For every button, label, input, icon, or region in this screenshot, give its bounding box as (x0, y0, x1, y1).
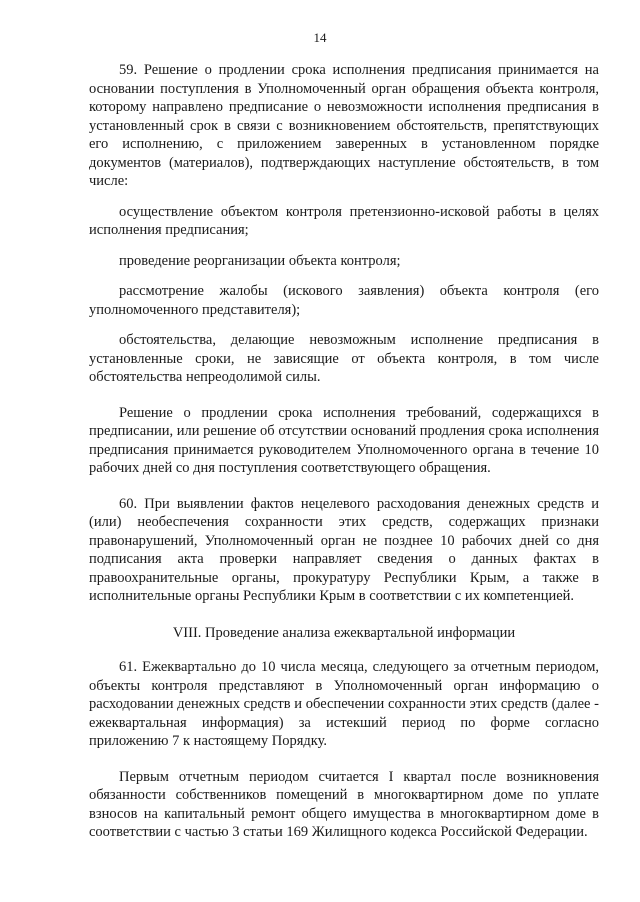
document-body (89, 61, 599, 842)
list-item-complaint: рассмотрение жалобы (искового заявления) объекта контроля (его уполномоченного представителя); (89, 283, 599, 318)
paragraph-61: 61. Ежеквартально до 10 числа месяца, следующего за отчетным периодом, объекты контроля представляют в Уполномоченный орган информацию о расходовании денежных средств и обеспечении сохранности этих средств (далее - ежеквартальная информация) за истекший период по форме согласно приложению 7 к настоящему Порядку. (89, 659, 599, 749)
paragraph-59: 59. Решение о продлении срока исполнения предписания принимается на основании поступления в Уполномоченный орган обращения объекта контроля, которому направлено предписание о невозможности исполнения предписания в установленный срок в связи с возникновением обстоятельств, препятствующих его исполнению, с приложением заверенных в установленном порядке документов (материалов), подтверждающих наступление обстоятельств, в том числе: (89, 62, 599, 189)
list-item-reorganization: проведение реорганизации объекта контроля; (119, 252, 401, 269)
paragraph-first-reporting-period: Первым отчетным периодом считается I квартал после возникновения обязанности собственников помещений в многоквартирном доме по уплате взносов на капитальный ремонт общего имущества в многоквартирном доме в соответствии с частью 3 статьи 169 Жилищного кодекса Российской Федерации. (89, 768, 599, 840)
page-number: 14 (313, 30, 327, 45)
paragraph-extension-decision: Решение о продлении срока исполнения требований, содержащихся в предписании, или решение об отсутствии оснований продления срока исполнения предписания принимается руководителем Уполномоченного органа в течение 10 рабочих дней со дня поступления соответствующего обращения. (89, 404, 599, 476)
section-heading-viii: VIII. Проведение анализа ежеквартальной информации (172, 624, 516, 641)
list-item-claims-work: осуществление объектом контроля претензионно-исковой работы в целях исполнения предписания; (89, 203, 599, 238)
list-item-force-majeure: обстоятельства, делающие невозможным исполнение предписания в установленные сроки, не зависящие от объекта контроля, в том числе обстоятельства непреодолимой силы. (89, 332, 599, 385)
paragraph-60: 60. При выявлении фактов нецелевого расходования денежных средств и (или) необеспечения сохранности этих средств, содержащих признаки правонарушений, Уполномоченный орган не позднее 10 рабочих дней со дня подписания акта проверки направляет сведения о данных фактах в правоохранительные органы, прокуратуру Республики Крым, а также в исполнительные органы Республики Крым в соответствии с их компетенцией. (89, 495, 599, 604)
